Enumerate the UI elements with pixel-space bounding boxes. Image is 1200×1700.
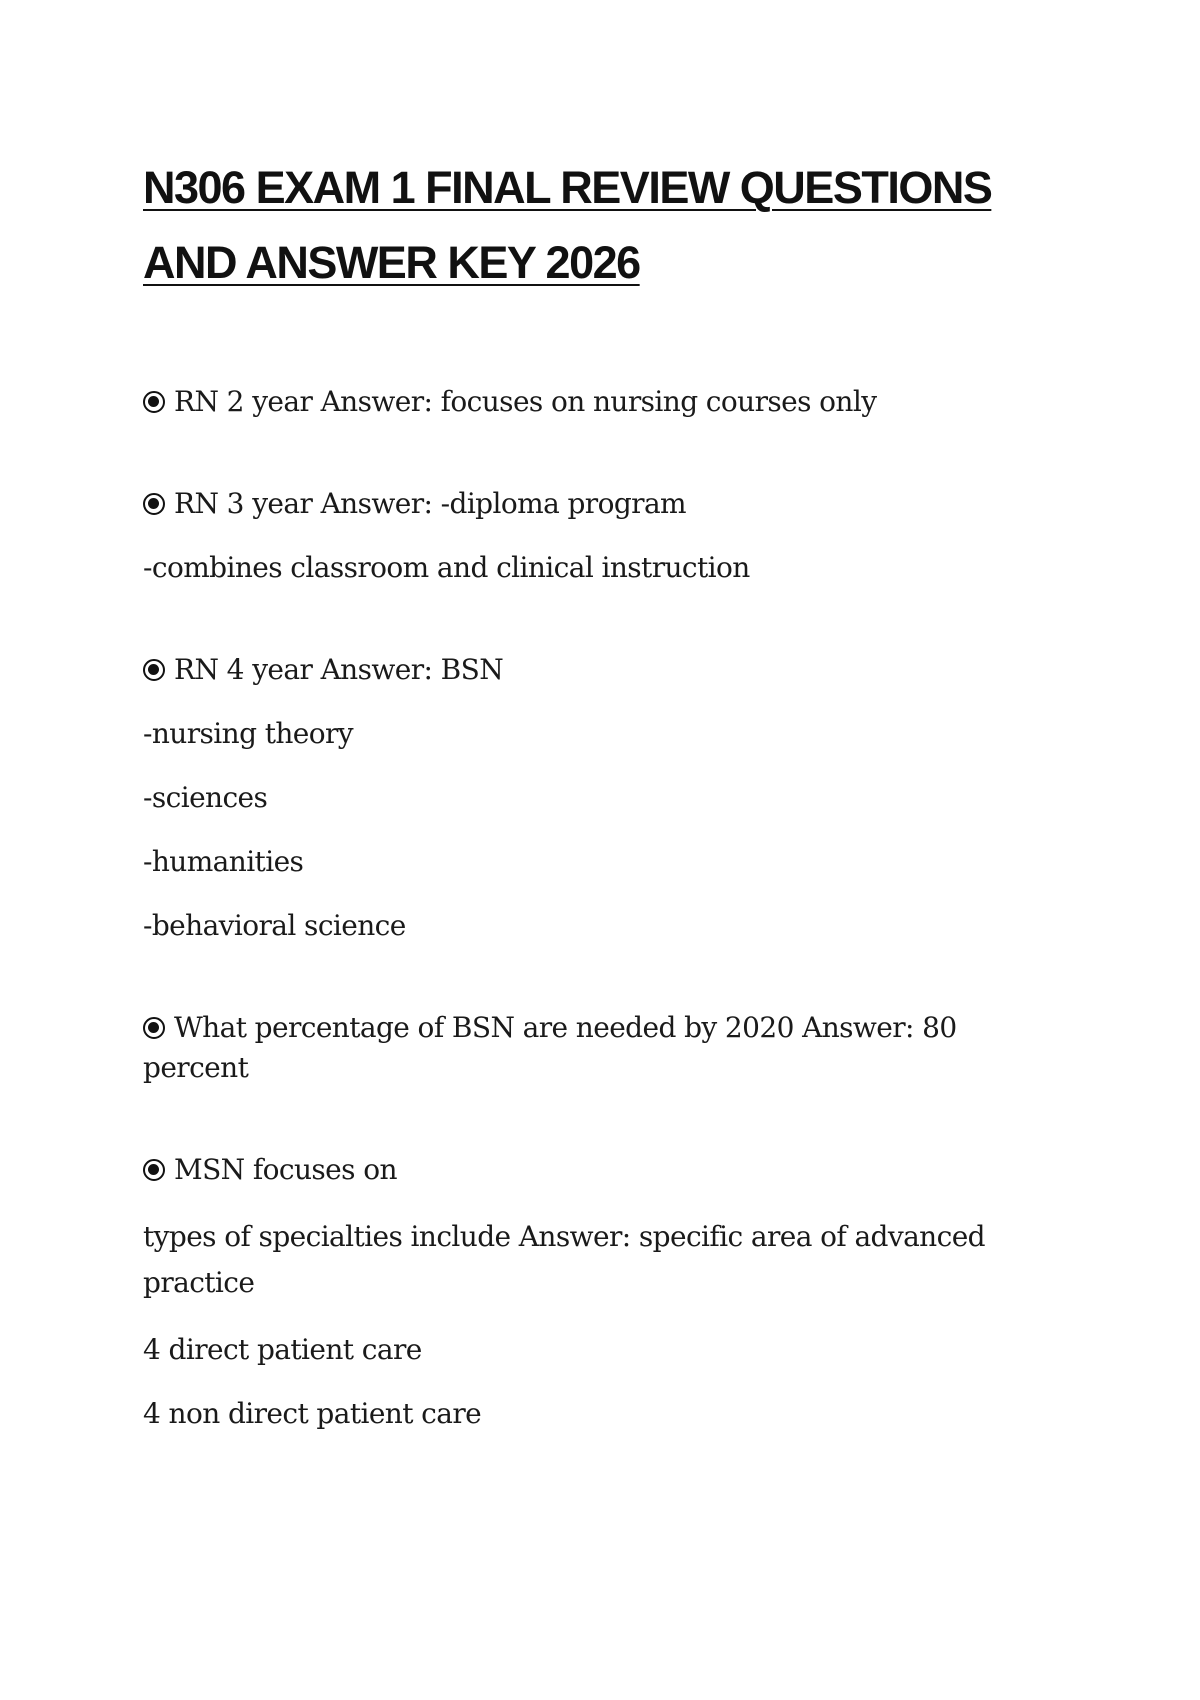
qa-item [143,650,1063,946]
question-text: RN 3 year Answer: -diploma program [174,487,686,520]
answer-line: -humanities [143,845,304,878]
answer-line: -behavioral science [143,909,406,942]
document-title: N306 EXAM 1 FINAL REVIEW QUESTIONS AND ANSWER KEY 2026 [143,162,992,288]
answer-line: types of specialties include Answer: specific area of advanced practice [143,1220,985,1299]
qa-item [143,1008,1063,1088]
qa-item [143,382,1063,422]
qa-item [143,484,1063,588]
question-line [143,382,1063,422]
question-line [143,1008,1063,1088]
question-text: RN 2 year Answer: focuses on nursing courses only [174,385,877,418]
question-line [143,484,1063,524]
question-text: What percentage of BSN are needed by 2020 Answer: 80 percent [143,1011,957,1084]
answer-line: -sciences [143,781,268,814]
question-text: MSN focuses on [174,1153,397,1186]
document-page [143,150,1063,1496]
question-text: RN 4 year Answer: BSN [174,653,504,686]
answer-line: 4 non direct patient care [143,1397,482,1430]
radio-bullet-icon [143,391,165,413]
answer-line: -combines classroom and clinical instruction [143,551,750,584]
qa-item [143,1150,1063,1434]
question-line [143,650,1063,690]
radio-bullet-icon [143,1017,165,1039]
answer-line: -nursing theory [143,717,354,750]
radio-bullet-icon [143,493,165,515]
answer-line: 4 direct patient care [143,1333,422,1366]
question-line [143,1150,1063,1190]
qa-list [143,382,1063,1434]
radio-bullet-icon [143,659,165,681]
radio-bullet-icon [143,1159,165,1181]
